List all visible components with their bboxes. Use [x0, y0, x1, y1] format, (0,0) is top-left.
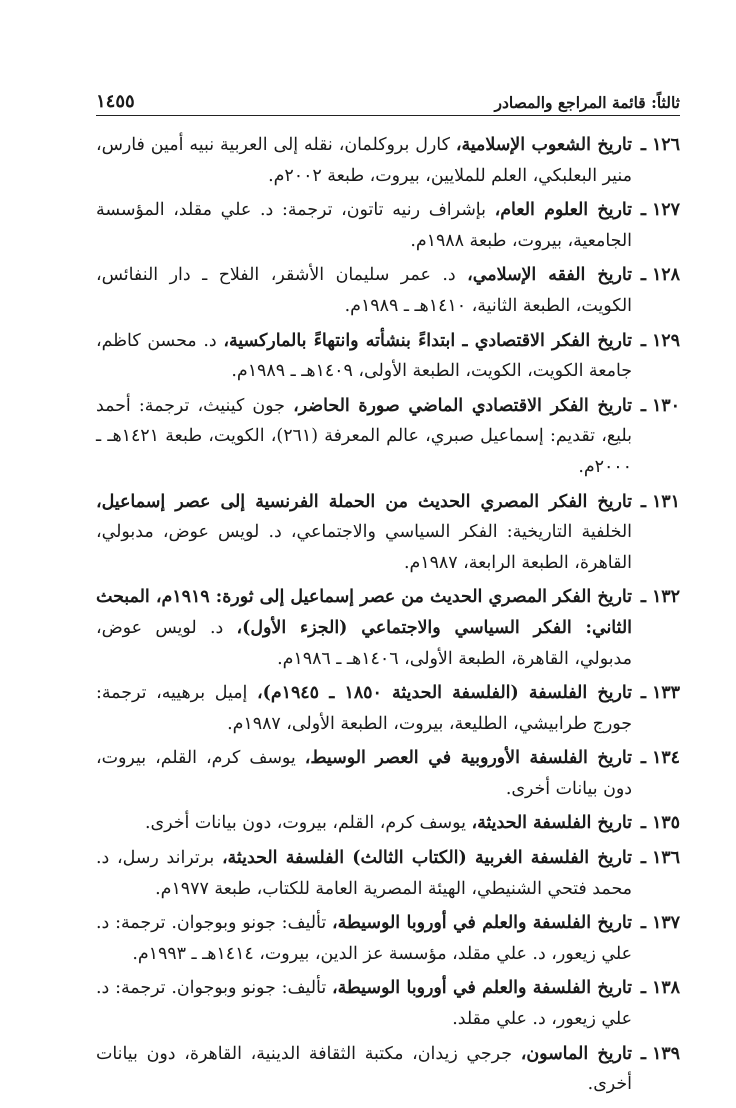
reference-entry-139 [96, 1039, 680, 1100]
reference-list [96, 130, 680, 1100]
entry-number: ١٣٤ ـ [640, 748, 680, 769]
entry-number: ١٣٨ ـ [640, 978, 680, 999]
entry-details: يوسف كرم، القلم، بيروت، دون بيانات أخرى. [145, 813, 472, 834]
entry-number: ١٣٣ ـ [640, 683, 680, 704]
reference-entry-126 [96, 130, 680, 191]
reference-entry-138 [96, 973, 680, 1034]
entry-title: تاريخ الفقه الإسلامي، [467, 265, 632, 286]
reference-entry-136 [96, 843, 680, 904]
entry-number: ١٣١ ـ [640, 491, 680, 512]
entry-details: كارل بروكلمان، نقله إلى العربية نبيه أمين فارس، منير البعلبكي، العلم للملايين، بيروت، طبعة ٢٠٠٢م. [96, 135, 632, 186]
entry-title: تاريخ الفلسفة والعلم في أوروبا الوسيطة، [331, 978, 632, 999]
entry-number: ١٢٦ ـ [640, 135, 680, 155]
entry-details: تأليف: جونو وبوجوان. ترجمة: د. علي زيعور، د. علي مقلد. [96, 978, 632, 1030]
reference-entry-133 [96, 678, 680, 739]
running-header [96, 78, 680, 116]
entry-details: د. لويس عوض، مدبولي، القاهرة، الطبعة الأولى، ١٤٠٦هـ ـ ١٩٨٦م. [96, 617, 632, 669]
entry-details: تأليف: جونو وبوجوان. ترجمة: د. علي زيعور، د. علي مقلد، مؤسسة عز الدين، بيروت، ١٤١٤هـ ـ ١٩٩٣م. [96, 913, 632, 964]
entry-details: جرجي زيدان، مكتبة الثقافة الدينية، القاهرة، دون بيانات أخرى. [96, 1043, 632, 1095]
entry-number: ١٣٧ ـ [640, 913, 680, 934]
entry-details: برتراند رسل، د. محمد فتحي الشنيطي، الهيئة المصرية العامة للكتاب، طبعة ١٩٧٧م. [96, 848, 632, 899]
reference-entry-128 [96, 260, 680, 321]
reference-entry-131 [96, 487, 680, 579]
entry-title: تاريخ الفكر المصري الحديث من الحملة الفرنسية إلى عصر إسماعيل، [96, 491, 632, 512]
reference-entry-137 [96, 908, 680, 969]
entry-number: ١٣٦ ـ [640, 848, 680, 869]
reference-entry-135 [96, 808, 680, 839]
entry-title: تاريخ الماسون، [520, 1043, 632, 1064]
entry-details: د. عمر سليمان الأشقر، الفلاح ـ دار النفائس، الكويت، الطبعة الثانية، ١٤١٠هـ ـ ١٩٨٩م. [96, 265, 632, 316]
entry-title: تاريخ الفكر المصري الحديث من عصر إسماعيل إلى ثورة: ١٩١٩م، المبحث الثاني: الفكر السياسي والاجتماعي (الجزء الأول)، [96, 587, 633, 638]
book-page [96, 78, 680, 1104]
entry-details: يوسف كرم، القلم، بيروت، دون بيانات أخرى. [96, 748, 632, 799]
entry-title: تاريخ الفلسفة (الفلسفة الحديثة ١٨٥٠ ـ ١٩٤٥م)، [257, 683, 632, 704]
entry-title: تاريخ الفلسفة الحديثة، [471, 813, 632, 834]
entry-title: تاريخ الفلسفة والعلم في أوروبا الوسيطة، [331, 913, 632, 934]
entry-number: ١٢٩ ـ [640, 330, 680, 351]
section-title: ثالثاً: قائمة المراجع والمصادر [494, 93, 680, 112]
entry-number: ١٢٧ ـ [640, 200, 680, 221]
entry-details: إميل برهييه، ترجمة: جورج طرابيشي، الطليعة، بيروت، الطبعة الأولى، ١٩٨٧م. [96, 683, 632, 734]
entry-number: ١٢٨ ـ [640, 265, 680, 286]
entry-title: تاريخ الفكر الاقتصادي ـ ابتداءً بنشأته وانتهاءً بالماركسية، [223, 330, 632, 351]
entry-details: جون كينيث، ترجمة: أحمد بليع، تقديم: إسماعيل صبري، عالم المعرفة (٢٦١)، الكويت، طبعة ١٤٢١هـ ـ ٢٠٠٠م. [96, 395, 632, 477]
reference-entry-129 [96, 326, 680, 387]
reference-entry-132 [96, 582, 680, 674]
entry-number: ١٣٥ ـ [640, 813, 680, 834]
page-number: ١٤٥٥ [96, 91, 135, 112]
entry-title: تاريخ العلوم العام، [494, 200, 632, 221]
entry-number: ١٣٩ ـ [640, 1043, 680, 1064]
entry-number: ١٣٢ ـ [640, 587, 680, 608]
entry-title: تاريخ الفلسفة الغربية (الكتاب الثالث) الفلسفة الحديثة، [221, 848, 632, 869]
entry-number: ١٣٠ ـ [640, 395, 680, 416]
entry-title: تاريخ الشعوب الإسلامية، [455, 135, 632, 155]
entry-details: د. محسن كاظم، جامعة الكويت، الكويت، الطبعة الأولى، ١٤٠٩هـ ـ ١٩٨٩م. [96, 330, 632, 382]
entry-title: تاريخ الفلسفة الأوروبية في العصر الوسيط، [304, 748, 633, 769]
reference-entry-130 [96, 391, 680, 483]
reference-entry-127 [96, 195, 680, 256]
entry-details: الخلفية التاريخية: الفكر السياسي والاجتماعي، د. لويس عوض، مدبولي، القاهرة، الطبعة الرابعة، ١٩٨٧م. [96, 522, 632, 573]
reference-entry-134 [96, 743, 680, 804]
entry-details: بإشراف رنيه تاتون، ترجمة: د. علي مقلد، المؤسسة الجامعية، بيروت، طبعة ١٩٨٨م. [96, 200, 632, 251]
entry-title: تاريخ الفكر الاقتصادي الماضي صورة الحاضر، [293, 395, 632, 416]
